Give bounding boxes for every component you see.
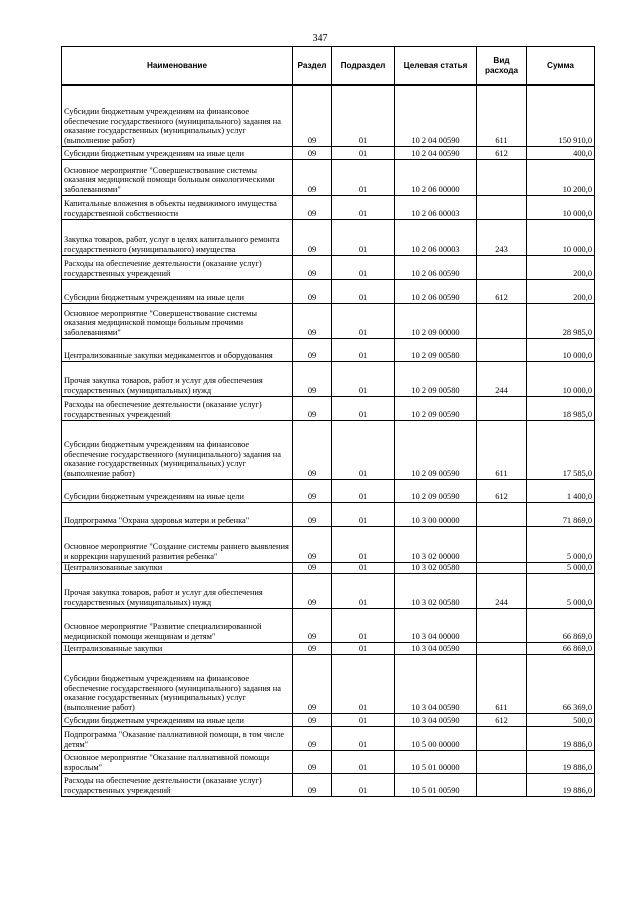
- cell-subsection: 01: [332, 420, 395, 479]
- cell-sum: 5 000,0: [527, 526, 595, 562]
- cell-section: 09: [293, 608, 332, 642]
- cell-sum: 10 000,0: [527, 195, 595, 219]
- cell-name: Подпрограмма "Оказание паллиативной помощи, в том числе детям": [62, 726, 293, 750]
- cell-sum: 10 000,0: [527, 361, 595, 396]
- cell-section: 09: [293, 159, 332, 195]
- cell-name: Прочая закупка товаров, работ и услуг для обеспечения государственных (муниципальных) нужд: [62, 361, 293, 396]
- cell-sum: 200,0: [527, 279, 595, 303]
- cell-subsection: 01: [332, 526, 395, 562]
- cell-kind: [477, 750, 527, 773]
- cell-target: 10 5 01 00000: [395, 750, 477, 773]
- cell-kind: 244: [477, 361, 527, 396]
- cell-target: 10 3 00 00000: [395, 502, 477, 526]
- table-row: [62, 562, 595, 573]
- cell-target: 10 2 09 00590: [395, 420, 477, 479]
- cell-target: 10 2 06 00003: [395, 219, 477, 255]
- cell-kind: [477, 303, 527, 338]
- cell-kind: 612: [477, 279, 527, 303]
- table-row: [62, 159, 595, 195]
- cell-name: Централизованные закупки: [62, 642, 293, 654]
- cell-name: Расходы на обеспечение деятельности (оказание услуг) государственных учреждений: [62, 773, 293, 796]
- cell-name: Основное мероприятие "Оказание паллиативной помощи взрослым": [62, 750, 293, 773]
- table-row: [62, 85, 595, 146]
- cell-sum: 18 985,0: [527, 396, 595, 420]
- header-subsection: Подраздел: [332, 47, 395, 86]
- cell-sum: 66 869,0: [527, 608, 595, 642]
- cell-subsection: 01: [332, 338, 395, 361]
- cell-section: 09: [293, 773, 332, 796]
- cell-kind: 612: [477, 146, 527, 159]
- cell-target: 10 2 06 00000: [395, 159, 477, 195]
- cell-target: 10 3 02 00580: [395, 562, 477, 573]
- cell-kind: 612: [477, 479, 527, 502]
- cell-subsection: 01: [332, 303, 395, 338]
- header-target: Целевая статья: [395, 47, 477, 86]
- table-row: [62, 146, 595, 159]
- table-row: [62, 750, 595, 773]
- cell-name: Централизованные закупки медикаментов и оборудования: [62, 338, 293, 361]
- table-row: [62, 219, 595, 255]
- cell-kind: [477, 195, 527, 219]
- cell-target: 10 3 02 00580: [395, 573, 477, 608]
- cell-name: Субсидии бюджетным учреждениям на финансовое обеспечение государственного (муниципального) задания на оказание государственных (муниципальных) услуг (выполнение работ): [62, 85, 293, 146]
- table-row: [62, 279, 595, 303]
- table-row: [62, 195, 595, 219]
- cell-section: 09: [293, 502, 332, 526]
- cell-subsection: 01: [332, 479, 395, 502]
- cell-kind: 612: [477, 713, 527, 726]
- table-row: [62, 526, 595, 562]
- cell-section: 09: [293, 526, 332, 562]
- cell-kind: [477, 642, 527, 654]
- cell-subsection: 01: [332, 159, 395, 195]
- cell-subsection: 01: [332, 255, 395, 279]
- cell-target: 10 2 04 00590: [395, 85, 477, 146]
- cell-name: Прочая закупка товаров, работ и услуг для обеспечения государственных (муниципальных) нужд: [62, 573, 293, 608]
- cell-kind: [477, 255, 527, 279]
- cell-sum: 500,0: [527, 713, 595, 726]
- cell-subsection: 01: [332, 279, 395, 303]
- cell-target: 10 3 04 00590: [395, 713, 477, 726]
- page-number: 347: [312, 33, 328, 44]
- cell-target: 10 3 02 00000: [395, 526, 477, 562]
- cell-subsection: 01: [332, 219, 395, 255]
- cell-target: 10 3 04 00590: [395, 642, 477, 654]
- cell-section: 09: [293, 338, 332, 361]
- cell-section: 09: [293, 713, 332, 726]
- cell-target: 10 3 04 00590: [395, 654, 477, 713]
- cell-sum: 17 585,0: [527, 420, 595, 479]
- header-row: [62, 47, 595, 86]
- cell-section: 09: [293, 562, 332, 573]
- table-row: [62, 361, 595, 396]
- cell-section: 09: [293, 361, 332, 396]
- table-row: [62, 338, 595, 361]
- cell-sum: 1 400,0: [527, 479, 595, 502]
- table-row: [62, 713, 595, 726]
- table-row: [62, 642, 595, 654]
- cell-sum: 66 369,0: [527, 654, 595, 713]
- cell-target: 10 2 04 00590: [395, 146, 477, 159]
- cell-section: 09: [293, 85, 332, 146]
- cell-section: 09: [293, 750, 332, 773]
- cell-sum: 150 910,0: [527, 85, 595, 146]
- cell-subsection: 01: [332, 713, 395, 726]
- table-row: [62, 255, 595, 279]
- cell-subsection: 01: [332, 573, 395, 608]
- header-kind: Вид расхода: [477, 47, 527, 86]
- cell-target: 10 2 09 00000: [395, 303, 477, 338]
- cell-target: 10 5 00 00000: [395, 726, 477, 750]
- cell-name: Основное мероприятие "Совершенствование системы оказания медицинской помощи больным прочими заболеваниями": [62, 303, 293, 338]
- cell-subsection: 01: [332, 502, 395, 526]
- cell-name: Расходы на обеспечение деятельности (оказание услуг) государственных учреждений: [62, 255, 293, 279]
- cell-name: Закупка товаров, работ, услуг в целях капитального ремонта государственного (муниципального) имущества: [62, 219, 293, 255]
- cell-kind: 243: [477, 219, 527, 255]
- cell-section: 09: [293, 726, 332, 750]
- cell-section: 09: [293, 195, 332, 219]
- cell-subsection: 01: [332, 642, 395, 654]
- cell-section: 09: [293, 255, 332, 279]
- cell-sum: 66 869,0: [527, 642, 595, 654]
- cell-kind: [477, 726, 527, 750]
- cell-subsection: 01: [332, 562, 395, 573]
- cell-subsection: 01: [332, 726, 395, 750]
- table-row: [62, 773, 595, 796]
- cell-subsection: 01: [332, 361, 395, 396]
- cell-kind: [477, 773, 527, 796]
- cell-sum: 10 000,0: [527, 219, 595, 255]
- cell-sum: 10 200,0: [527, 159, 595, 195]
- cell-sum: 19 886,0: [527, 726, 595, 750]
- table-row: [62, 420, 595, 479]
- budget-table: [61, 46, 595, 797]
- cell-name: Капитальные вложения в объекты недвижимого имущества государственной собственности: [62, 195, 293, 219]
- cell-name: Субсидии бюджетным учреждениям на иные цели: [62, 146, 293, 159]
- cell-section: 09: [293, 396, 332, 420]
- table-row: [62, 303, 595, 338]
- cell-subsection: 01: [332, 608, 395, 642]
- cell-section: 09: [293, 642, 332, 654]
- cell-name: Субсидии бюджетным учреждениям на финансовое обеспечение государственного (муниципального) задания на оказание государственных (муниципальных) услуг (выполнение работ): [62, 654, 293, 713]
- cell-subsection: 01: [332, 396, 395, 420]
- header-section: Раздел: [293, 47, 332, 86]
- cell-kind: [477, 396, 527, 420]
- cell-subsection: 01: [332, 85, 395, 146]
- cell-subsection: 01: [332, 146, 395, 159]
- cell-sum: 400,0: [527, 146, 595, 159]
- table-row: [62, 573, 595, 608]
- cell-sum: 200,0: [527, 255, 595, 279]
- cell-target: 10 2 06 00003: [395, 195, 477, 219]
- cell-target: 10 2 06 00590: [395, 255, 477, 279]
- cell-section: 09: [293, 146, 332, 159]
- cell-section: 09: [293, 303, 332, 338]
- cell-name: Основное мероприятие "Развитие специализированной медицинской помощи женщинам и детям": [62, 608, 293, 642]
- cell-name: Расходы на обеспечение деятельности (оказание услуг) государственных учреждений: [62, 396, 293, 420]
- cell-kind: 611: [477, 85, 527, 146]
- cell-section: 09: [293, 420, 332, 479]
- cell-section: 09: [293, 654, 332, 713]
- cell-sum: 71 869,0: [527, 502, 595, 526]
- header-sum: Сумма: [527, 47, 595, 86]
- table-row: [62, 654, 595, 713]
- cell-name: Субсидии бюджетным учреждениям на иные цели: [62, 713, 293, 726]
- cell-kind: [477, 502, 527, 526]
- cell-section: 09: [293, 479, 332, 502]
- cell-target: 10 2 06 00590: [395, 279, 477, 303]
- cell-name: Субсидии бюджетным учреждениям на иные цели: [62, 279, 293, 303]
- cell-kind: [477, 608, 527, 642]
- cell-subsection: 01: [332, 195, 395, 219]
- cell-sum: 5 000,0: [527, 573, 595, 608]
- cell-kind: 611: [477, 654, 527, 713]
- cell-section: 09: [293, 573, 332, 608]
- cell-section: 09: [293, 219, 332, 255]
- cell-target: 10 2 09 00590: [395, 396, 477, 420]
- cell-kind: [477, 338, 527, 361]
- cell-name: Субсидии бюджетным учреждениям на финансовое обеспечение государственного (муниципального) задания на оказание государственных (муниципальных) услуг (выполнение работ): [62, 420, 293, 479]
- cell-kind: [477, 159, 527, 195]
- cell-sum: 5 000,0: [527, 562, 595, 573]
- cell-sum: 19 886,0: [527, 773, 595, 796]
- cell-target: 10 2 09 00580: [395, 338, 477, 361]
- table-row: [62, 502, 595, 526]
- cell-name: Основное мероприятие "Создание системы раннего выявления и коррекции нарушений развития ребенка": [62, 526, 293, 562]
- table-row: [62, 726, 595, 750]
- cell-kind: [477, 526, 527, 562]
- cell-kind: 244: [477, 573, 527, 608]
- table-row: [62, 608, 595, 642]
- cell-section: 09: [293, 279, 332, 303]
- cell-subsection: 01: [332, 654, 395, 713]
- cell-target: 10 2 09 00580: [395, 361, 477, 396]
- cell-target: 10 2 09 00590: [395, 479, 477, 502]
- cell-name: Основное мероприятие "Совершенствование системы оказания медицинской помощи больным онкологическими заболеваниями": [62, 159, 293, 195]
- cell-name: Подпрограмма "Охрана здоровья матери и ребенка": [62, 502, 293, 526]
- cell-kind: [477, 562, 527, 573]
- header-name: Наименование: [62, 47, 293, 86]
- table-row: [62, 396, 595, 420]
- table-row: [62, 479, 595, 502]
- cell-sum: 19 886,0: [527, 750, 595, 773]
- cell-target: 10 3 04 00000: [395, 608, 477, 642]
- cell-name: Субсидии бюджетным учреждениям на иные цели: [62, 479, 293, 502]
- cell-subsection: 01: [332, 773, 395, 796]
- cell-sum: 28 985,0: [527, 303, 595, 338]
- cell-sum: 10 000,0: [527, 338, 595, 361]
- cell-kind: 611: [477, 420, 527, 479]
- cell-name: Централизованные закупки: [62, 562, 293, 573]
- cell-target: 10 5 01 00590: [395, 773, 477, 796]
- cell-subsection: 01: [332, 750, 395, 773]
